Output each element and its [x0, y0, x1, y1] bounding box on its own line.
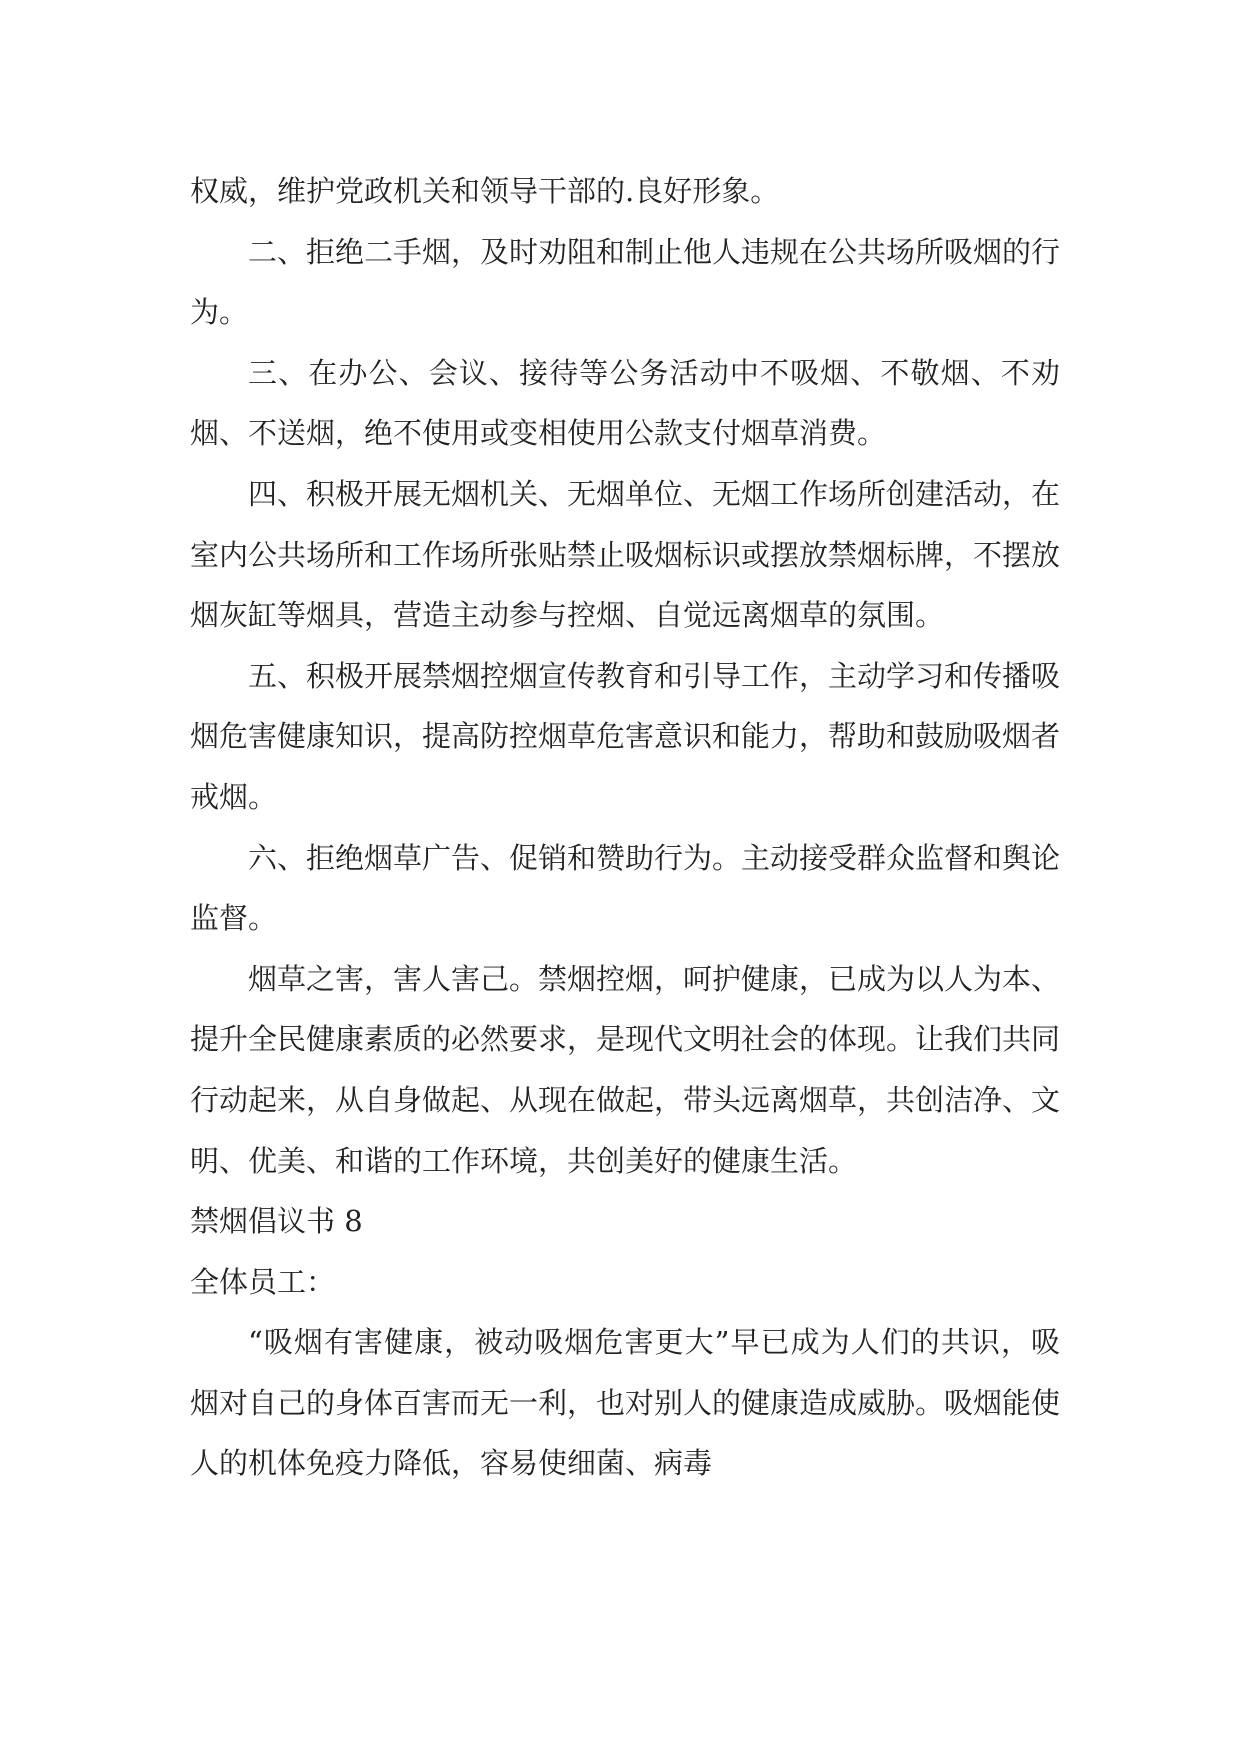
- paragraph-item-4: 四、积极开展无烟机关、无烟单位、无烟工作场所创建活动，在室内公共场所和工作场所张贴禁止吸烟标识或摆放禁烟标牌，不摆放烟灰缸等烟具，营造主动参与控烟、自觉远离烟草的氛围。: [190, 476, 1061, 633]
- paragraph-continued: 权威，维护党政机关和领导干部的.良好形象。: [190, 174, 780, 208]
- paragraph-item-6: 六、拒绝烟草广告、促销和赞助行为。主动接受群众监督和舆论监督。: [190, 840, 1061, 936]
- paragraph-item-2: 二、拒绝二手烟，及时劝阻和制止他人违规在公共场所吸烟的行为。: [190, 234, 1061, 330]
- document-body: [190, 161, 1060, 1494]
- paragraph-item-3: 三、在办公、会议、接待等公务活动中不吸烟、不敬烟、不劝烟、不送烟，绝不使用或变相使用公款支付烟草消费。: [190, 355, 1060, 451]
- paragraph-closing: 烟草之害，害人害己。禁烟控烟，呵护健康，已成为以人为本、提升全民健康素质的必然要求，是现代文明社会的体现。让我们共同行动起来，从自身做起、从现在做起，带头远离烟草，共创洁净、文明、优美、和谐的工作环境，共创美好的健康生活。: [190, 961, 1061, 1178]
- salutation: 全体员工：: [190, 1264, 336, 1299]
- paragraph-item-5: 五、积极开展禁烟控烟宣传教育和引导工作，主动学习和传播吸烟危害健康知识，提高防控烟草危害意识和能力，帮助和鼓励吸烟者戒烟。: [190, 658, 1061, 814]
- section-heading: 禁烟倡议书 8: [190, 1204, 363, 1239]
- paragraph-intro: “吸烟有害健康，被动吸烟危害更大”早已成为人们的共识，吸烟对自己的身体百害而无一利，也对别人的健康造成威胁。吸烟能使人的机体免疫力降低，容易使细菌、病毒: [190, 1325, 1061, 1481]
